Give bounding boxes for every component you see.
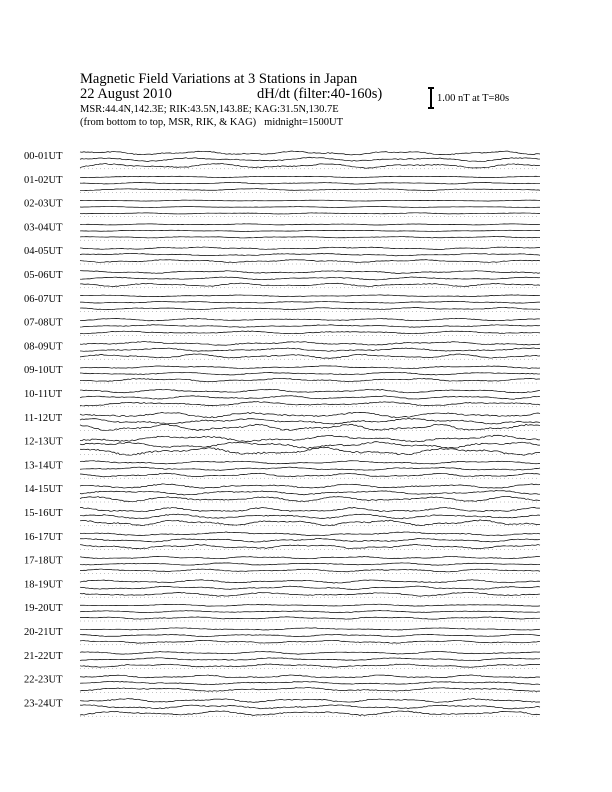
trace-KAG-hour-12 (80, 435, 540, 442)
trace-RIK-hour-1 (80, 182, 540, 184)
trace-KAG-hour-0 (80, 151, 540, 155)
trace-KAG-hour-22 (80, 675, 540, 678)
hour-label-17: 17-18UT (24, 555, 63, 567)
hour-label-10: 10-11UT (24, 389, 63, 400)
trace-KAG-hour-23 (80, 698, 540, 702)
trace-RIK-hour-10 (80, 396, 540, 400)
trace-KAG-hour-15 (80, 507, 540, 511)
trace-RIK-hour-3 (80, 230, 540, 231)
trace-MSR-hour-20 (80, 640, 540, 643)
trace-MSR-hour-12 (80, 447, 540, 455)
hour-label-13: 13-14UT (24, 460, 63, 472)
trace-KAG-hour-17 (80, 556, 540, 558)
date-label: 22 August 2010 (80, 86, 172, 102)
trace-MSR-hour-4 (80, 260, 540, 263)
trace-RIK-hour-11 (80, 419, 540, 425)
trace-KAG-hour-21 (80, 651, 540, 654)
station-coordinates: MSR:44.4N,142.3E; RIK:43.5N,143.8E; KAG:31.5N,130.7E (80, 104, 339, 115)
trace-MSR-hour-16 (80, 544, 540, 548)
filter-label: dH/dt (filter:40-160s) (257, 86, 383, 102)
trace-MSR-hour-7 (80, 331, 540, 334)
hour-label-20: 20-21UT (24, 627, 63, 638)
trace-RIK-hour-16 (80, 538, 540, 542)
trace-RIK-hour-8 (80, 348, 540, 351)
hour-label-9: 09-10UT (24, 365, 63, 377)
trace-RIK-hour-18 (80, 586, 540, 589)
trace-RIK-hour-17 (80, 563, 540, 565)
trace-KAG-hour-7 (80, 318, 540, 320)
hour-label-12: 12-13UT (24, 436, 63, 448)
trace-MSR-hour-18 (80, 592, 540, 596)
trace-RIK-hour-12 (80, 442, 540, 449)
trace-KAG-hour-18 (80, 580, 540, 583)
order-label: (from bottom to top, MSR, RIK, & KAG) (80, 117, 257, 128)
trace-MSR-hour-6 (80, 307, 540, 309)
hour-label-22: 22-23UT (24, 674, 63, 686)
trace-KAG-hour-14 (80, 484, 540, 488)
hour-label-11: 11-12UT (24, 412, 63, 424)
trace-KAG-hour-1 (80, 176, 540, 177)
trace-RIK-hour-23 (80, 705, 540, 709)
trace-MSR-hour-0 (80, 163, 540, 168)
trace-KAG-hour-4 (80, 247, 540, 250)
trace-MSR-hour-13 (80, 473, 540, 477)
trace-MSR-hour-10 (80, 402, 540, 406)
chart-title: Magnetic Field Variations at 3 Stations in Japan (80, 71, 358, 87)
trace-KAG-hour-13 (80, 461, 540, 464)
hour-label-1: 01-02UT (24, 174, 63, 186)
trace-RIK-hour-21 (80, 658, 540, 661)
trace-KAG-hour-5 (80, 271, 540, 274)
trace-RIK-hour-15 (80, 514, 540, 519)
trace-RIK-hour-13 (80, 467, 540, 470)
trace-KAG-hour-11 (80, 412, 540, 417)
trace-RIK-hour-9 (80, 372, 540, 375)
hour-label-18: 18-19UT (24, 579, 63, 591)
trace-KAG-hour-16 (80, 532, 540, 536)
trace-MSR-hour-2 (80, 213, 540, 214)
trace-MSR-hour-3 (80, 237, 540, 238)
trace-MSR-hour-19 (80, 617, 540, 619)
trace-RIK-hour-4 (80, 253, 540, 256)
trace-MSR-hour-1 (80, 189, 540, 191)
hour-label-5: 05-06UT (24, 270, 63, 281)
hour-label-4: 04-05UT (24, 246, 63, 258)
trace-MSR-hour-21 (80, 664, 540, 667)
trace-RIK-hour-22 (80, 681, 540, 684)
trace-MSR-hour-14 (80, 496, 540, 501)
trace-RIK-hour-2 (80, 207, 540, 208)
trace-KAG-hour-10 (80, 389, 540, 393)
trace-KAG-hour-19 (80, 604, 540, 606)
hour-label-23: 23-24UT (24, 698, 63, 710)
trace-RIK-hour-0 (80, 157, 540, 161)
trace-MSR-hour-8 (80, 354, 540, 358)
hour-label-7: 07-08UT (24, 317, 63, 329)
hour-label-8: 08-09UT (24, 341, 63, 353)
trace-KAG-hour-9 (80, 366, 540, 369)
trace-MSR-hour-15 (80, 520, 540, 526)
trace-RIK-hour-6 (80, 301, 540, 303)
scale-label: 1.00 nT at T=80s (437, 93, 510, 104)
hour-label-6: 06-07UT (24, 293, 63, 305)
trace-KAG-hour-8 (80, 342, 540, 346)
trace-KAG-hour-20 (80, 628, 540, 630)
hour-label-2: 02-03UT (24, 198, 63, 210)
trace-RIK-hour-20 (80, 634, 540, 636)
trace-KAG-hour-2 (80, 200, 540, 201)
hour-label-3: 03-04UT (24, 222, 63, 234)
trace-MSR-hour-11 (80, 424, 540, 430)
trace-MSR-hour-9 (80, 378, 540, 381)
midnight-label: midnight=1500UT (264, 117, 344, 128)
hour-label-21: 21-22UT (24, 650, 63, 662)
hour-label-15: 15-16UT (24, 508, 63, 519)
trace-MSR-hour-23 (80, 711, 540, 715)
trace-MSR-hour-5 (80, 283, 540, 286)
hour-label-19: 19-20UT (24, 603, 63, 615)
trace-KAG-hour-6 (80, 295, 540, 297)
trace-KAG-hour-3 (80, 224, 540, 225)
hour-label-16: 16-17UT (24, 531, 63, 543)
trace-RIK-hour-7 (80, 325, 540, 328)
trace-RIK-hour-5 (80, 277, 540, 280)
trace-RIK-hour-14 (80, 491, 540, 495)
trace-MSR-hour-17 (80, 569, 540, 572)
trace-MSR-hour-22 (80, 688, 540, 692)
hour-label-14: 14-15UT (24, 484, 63, 496)
trace-RIK-hour-19 (80, 611, 540, 613)
hour-label-0: 00-01UT (24, 151, 63, 162)
